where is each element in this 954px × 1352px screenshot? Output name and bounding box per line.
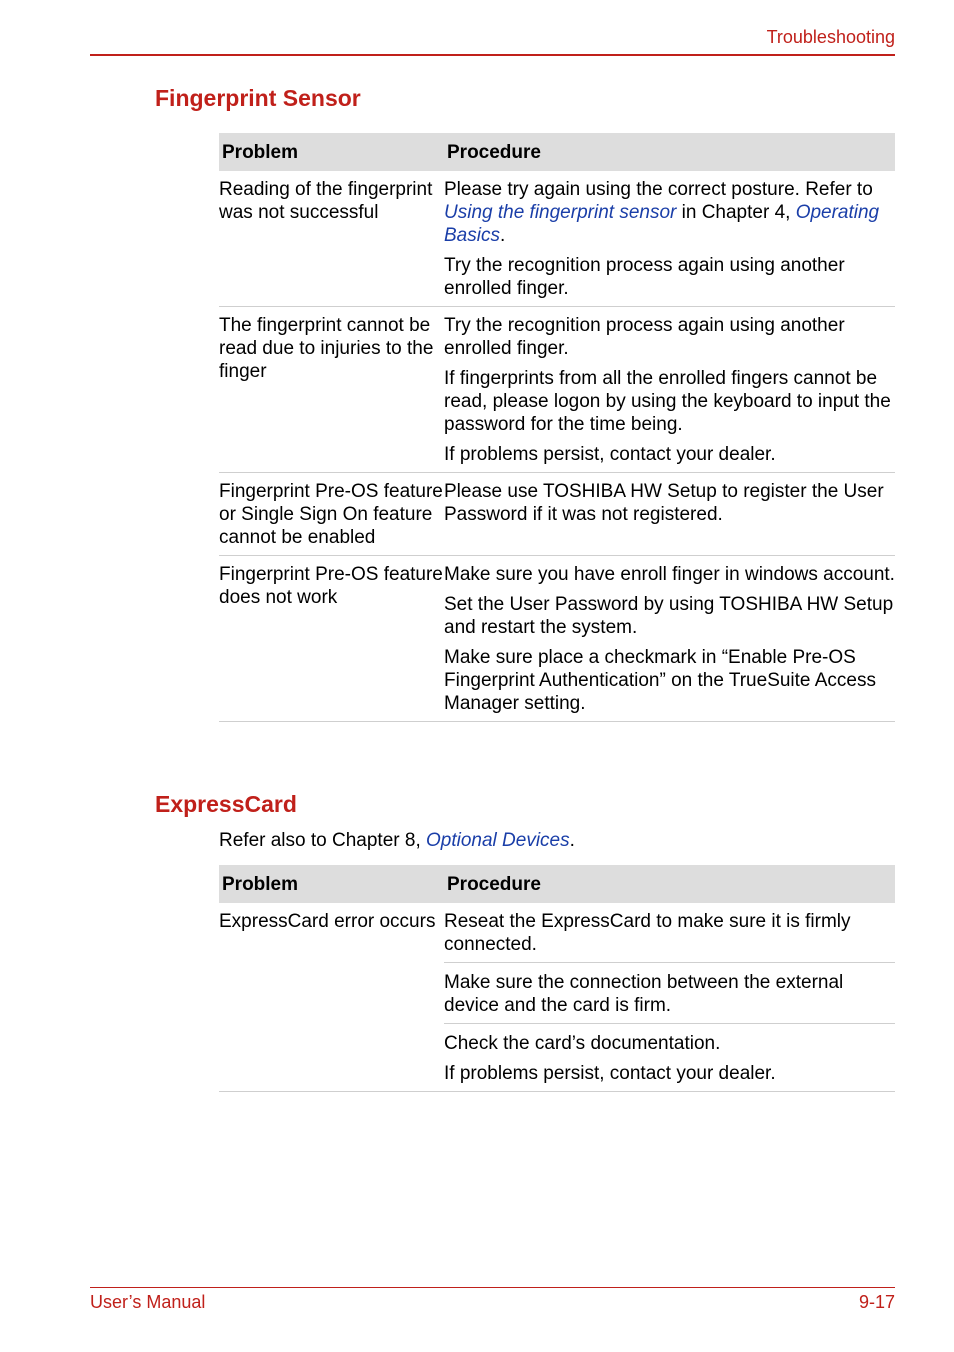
fingerprint-table xyxy=(219,133,895,722)
problem-cell: Fingerprint Pre-OS feature does not work xyxy=(219,556,444,722)
procedure-cell xyxy=(444,556,895,722)
procedure-text: Please use TOSHIBA HW Setup to register the User Password if it was not registered. xyxy=(444,481,884,525)
procedure-text: Try the recognition process again using another enrolled finger. xyxy=(444,315,845,359)
footer-page-number: 9-17 xyxy=(858,1292,895,1312)
column-header-procedure: Procedure xyxy=(444,865,895,903)
procedure-text: Check the card’s documentation. xyxy=(444,1033,721,1054)
procedure-cell xyxy=(444,307,895,473)
procedure-cell xyxy=(444,1024,895,1092)
procedure-text-part: Please try again using the correct posture. Refer to xyxy=(444,179,873,200)
column-header-problem: Problem xyxy=(219,865,444,903)
procedure-text xyxy=(444,178,895,247)
expresscard-table xyxy=(219,865,895,1092)
procedure-text: Make sure the connection between the external device and the card is firm. xyxy=(444,972,844,1016)
link-using-fingerprint-sensor[interactable]: Using the fingerprint sensor xyxy=(444,202,677,223)
header-rule xyxy=(90,54,895,56)
table-row xyxy=(219,473,895,556)
expresscard-intro xyxy=(219,829,575,852)
procedure-text: Make sure place a checkmark in “Enable Pre-OS Fingerprint Authentication” on the TrueSuite Access Manager setting. xyxy=(444,647,876,714)
procedure-text: If problems persist, contact your dealer. xyxy=(444,444,776,465)
table-row xyxy=(219,556,895,722)
link-operating-basics[interactable]: Operating Basics xyxy=(444,202,880,246)
problem-cell: Fingerprint Pre-OS feature or Single Sign On feature cannot be enabled xyxy=(219,473,444,556)
intro-text: . xyxy=(569,830,575,851)
expresscard-heading: ExpressCard xyxy=(155,791,297,817)
procedure-cell xyxy=(444,963,895,1024)
procedure-text: If problems persist, contact your dealer. xyxy=(444,1063,776,1084)
header-section-title: Troubleshooting xyxy=(766,27,895,47)
table-header-row xyxy=(219,133,895,171)
table-row xyxy=(219,307,895,473)
procedure-text: Reseat the ExpressCard to make sure it is firmly connected. xyxy=(444,911,851,955)
table-row xyxy=(219,171,895,307)
procedure-text-part: . xyxy=(499,225,506,246)
problem-cell: ExpressCard error occurs xyxy=(219,903,444,1092)
footer-manual-title: User’s Manual xyxy=(90,1292,206,1312)
link-optional-devices[interactable]: Optional Devices xyxy=(426,830,570,851)
procedure-cell xyxy=(444,903,895,963)
fingerprint-heading: Fingerprint Sensor xyxy=(155,85,361,111)
intro-text: Refer also to Chapter 8, xyxy=(219,830,426,851)
procedure-cell xyxy=(444,171,895,307)
table-header-row xyxy=(219,865,895,903)
column-header-problem: Problem xyxy=(219,133,444,171)
procedure-text: Make sure you have enroll finger in windows account. xyxy=(444,564,895,585)
problem-cell: Reading of the fingerprint was not successful xyxy=(219,171,444,307)
table-row xyxy=(219,903,895,963)
procedure-text: Set the User Password by using TOSHIBA HW Setup and restart the system. xyxy=(444,594,894,638)
procedure-cell xyxy=(444,473,895,556)
procedure-text: If fingerprints from all the enrolled fingers cannot be read, please logon by using the keyboard to input the password for the time being. xyxy=(444,368,891,435)
problem-cell: The fingerprint cannot be read due to injuries to the finger xyxy=(219,307,444,473)
column-header-procedure: Procedure xyxy=(444,133,895,171)
footer-rule xyxy=(90,1287,895,1288)
procedure-text-part: in Chapter 4, xyxy=(676,202,796,223)
procedure-text: Try the recognition process again using another enrolled finger. xyxy=(444,255,845,299)
